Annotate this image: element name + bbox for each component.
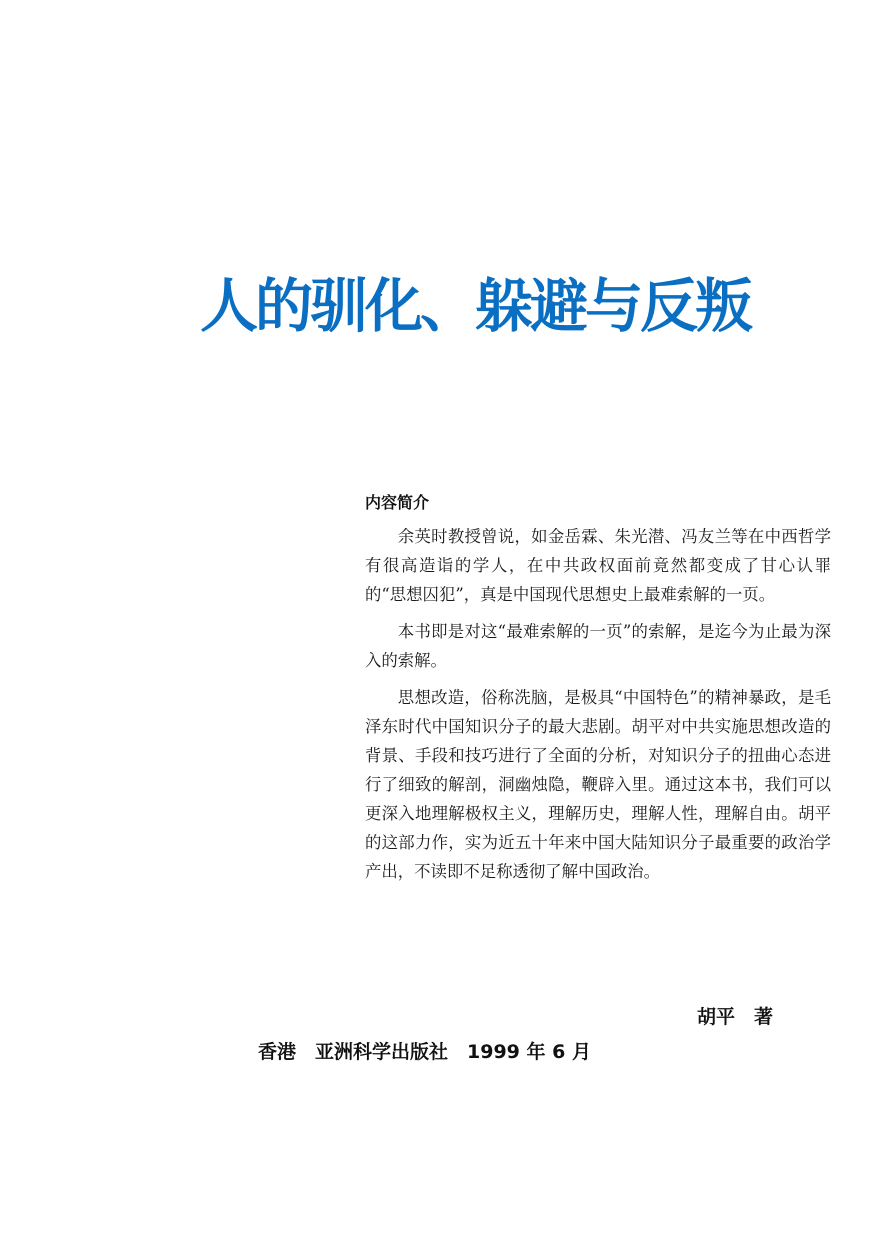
book-introduction bbox=[365, 490, 831, 894]
publisher-line: 香港 亚洲科学出版社 1999 年 6 月 bbox=[258, 1041, 591, 1063]
introduction-paragraph: 思想改造，俗称洗脑，是极具“中国特色”的精神暴政，是毛泽东时代中国知识分子的最大悲剧。胡平对中共实施思想改造的背景、手段和技巧进行了全面的分析，对知识分子的扭曲心态进行了细致的解剖，洞幽烛隐，鞭辟入里。通过这本书，我们可以更深入地理解极权主义，理解历史，理解人性，理解自由。胡平的这部力作，实为近五十年来中国大陆知识分子最重要的政治学产出，不读即不足称透彻了解中国政治。 bbox=[365, 688, 831, 881]
introduction-paragraph: 余英时教授曾说，如金岳霖、朱光潜、冯友兰等在中西哲学有很高造诣的学人，在中共政权面前竟然都变成了甘心认罪的“思想囚犯”，真是中国现代思想史上最难索解的一页。 bbox=[365, 527, 831, 604]
introduction-paragraph: 本书即是对这“最难索解的一页”的索解，是迄今为止最为深入的索解。 bbox=[365, 622, 831, 670]
book-title: 人的驯化、躲避与反叛 bbox=[200, 272, 751, 340]
author-credit: 胡平 著 bbox=[697, 1006, 774, 1028]
introduction-heading: 内容简介 bbox=[365, 493, 430, 512]
